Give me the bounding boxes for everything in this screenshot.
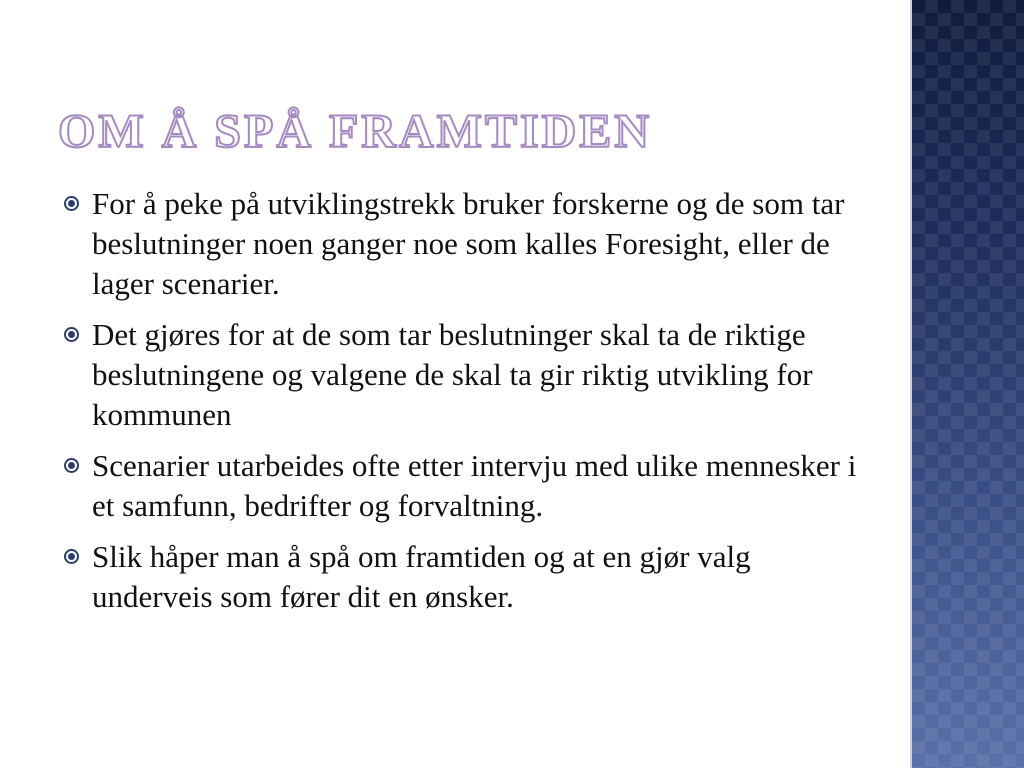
circled-dot-bullet-icon — [64, 327, 79, 342]
bullet-item — [62, 446, 862, 526]
circled-dot-bullet-icon — [64, 458, 79, 473]
bullet-item — [62, 315, 862, 435]
bullet-list — [62, 184, 862, 628]
bullet-text: For å peke på utviklingstrekk bruker forskerne og de som tar beslutninger noen ganger noe som kalles Foresight, eller de lager scenarier. — [92, 186, 845, 301]
decorative-side-panel — [912, 0, 1024, 768]
bullet-item — [62, 184, 862, 304]
bullet-text: Det gjøres for at de som tar beslutninger skal ta de riktige beslutningene og valgene de skal ta gir riktig utvikling for kommunen — [92, 317, 813, 432]
circled-dot-bullet-icon — [64, 549, 79, 564]
bullet-text: Slik håper man å spå om framtiden og at en gjør valg underveis som fører dit en ønsker. — [92, 539, 751, 614]
circled-dot-bullet-icon — [64, 196, 79, 211]
slide-title: OM Å SPÅ FRAMTIDEN — [58, 105, 652, 158]
bullet-text: Scenarier utarbeides ofte etter intervju med ulike mennesker i et samfunn, bedrifter og forvaltning. — [92, 448, 857, 523]
bullet-item — [62, 537, 862, 617]
